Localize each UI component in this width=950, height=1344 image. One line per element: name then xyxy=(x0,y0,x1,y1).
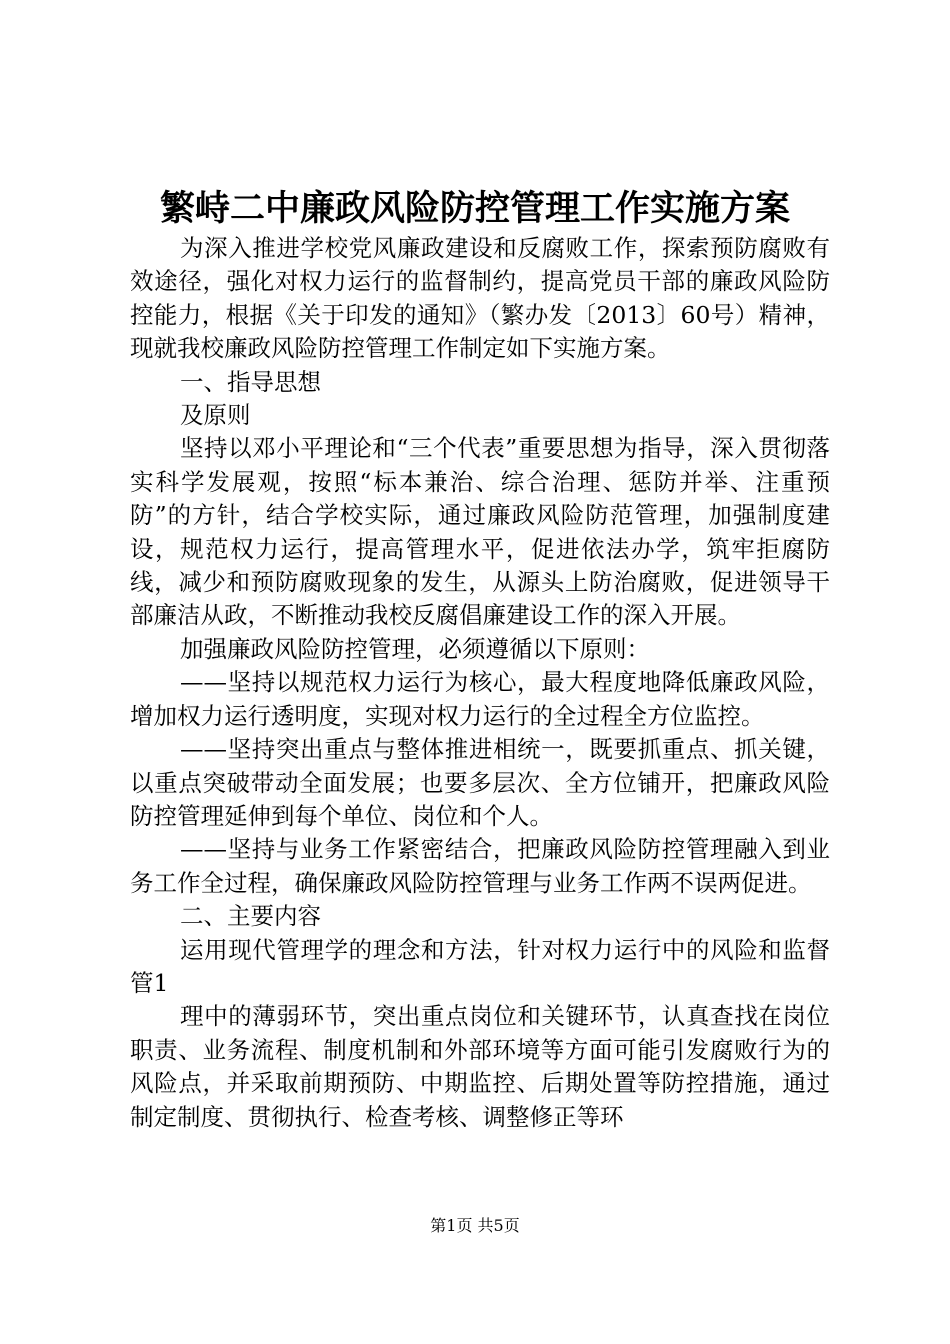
paragraph-principle-3: ——坚持与业务工作紧密结合，把廉政风险防控管理融入到业务工作全过程，确保廉政风险防控管理与业务工作两不误两促进。 xyxy=(130,835,830,897)
paragraph-main-content-1: 运用现代管理学的理念和方法，针对权力运行中的风险和监督管1 xyxy=(130,935,830,997)
paragraph-principle-2: ——坚持突出重点与整体推进相统一，既要抓重点、抓关键，以重点突破带动全面发展；也要多层次、全方位铺开，把廉政风险防控管理延伸到每个单位、岗位和个人。 xyxy=(130,735,830,830)
heading-principles: 及原则 xyxy=(180,401,251,430)
page-footer: 第1页 共5页 xyxy=(430,1216,520,1235)
paragraph-guiding-content: 坚持以邓小平理论和“三个代表”重要思想为指导，深入贯彻落实科学发展观，按照“标本兼治、综合治理、惩防并举、注重预防”的方针，结合学校实际，通过廉政风险防范管理，加强制度建设，规范权力运行，提高管理水平，促进依法办学，筑牢拒腐防线，减少和预防腐败现象的发生，从源头上防治腐败，促进领导干部廉洁从政，不断推动我校反腐倡廉建设工作的深入开展。 xyxy=(130,434,830,630)
paragraph-main-content-2: 理中的薄弱环节，突出重点岗位和关键环节，认真查找在岗位职责、业务流程、制度机制和外部环境等方面可能引发腐败行为的风险点，并采取前期预防、中期监控、后期处置等防控措施，通过制定制度、贯彻执行、检查考核、调整修正等环 xyxy=(130,1002,830,1131)
heading-guiding-ideology: 一、指导思想 xyxy=(180,367,321,396)
paragraph-principle-1: ——坚持以规范权力运行为核心，最大程度地降低廉政风险，增加权力运行透明度，实现对权力运行的全过程全方位监控。 xyxy=(130,668,830,730)
heading-main-content: 二、主要内容 xyxy=(180,902,321,931)
paragraph-intro: 为深入推进学校党风廉政建设和反腐败工作，探索预防腐败有效途径，强化对权力运行的监督制约，提高党员干部的廉政风险防控能力，根据《关于印发的通知》（繁办发〔2013〕60号）精神，现就我校廉政风险防控管理工作制定如下实施方案。 xyxy=(130,234,830,363)
document-body xyxy=(130,232,830,1134)
paragraph-principles-intro: 加强廉政风险防控管理，必须遵循以下原则： xyxy=(180,634,650,663)
document-title: 繁峙二中廉政风险防控管理工作实施方案 xyxy=(159,188,790,229)
